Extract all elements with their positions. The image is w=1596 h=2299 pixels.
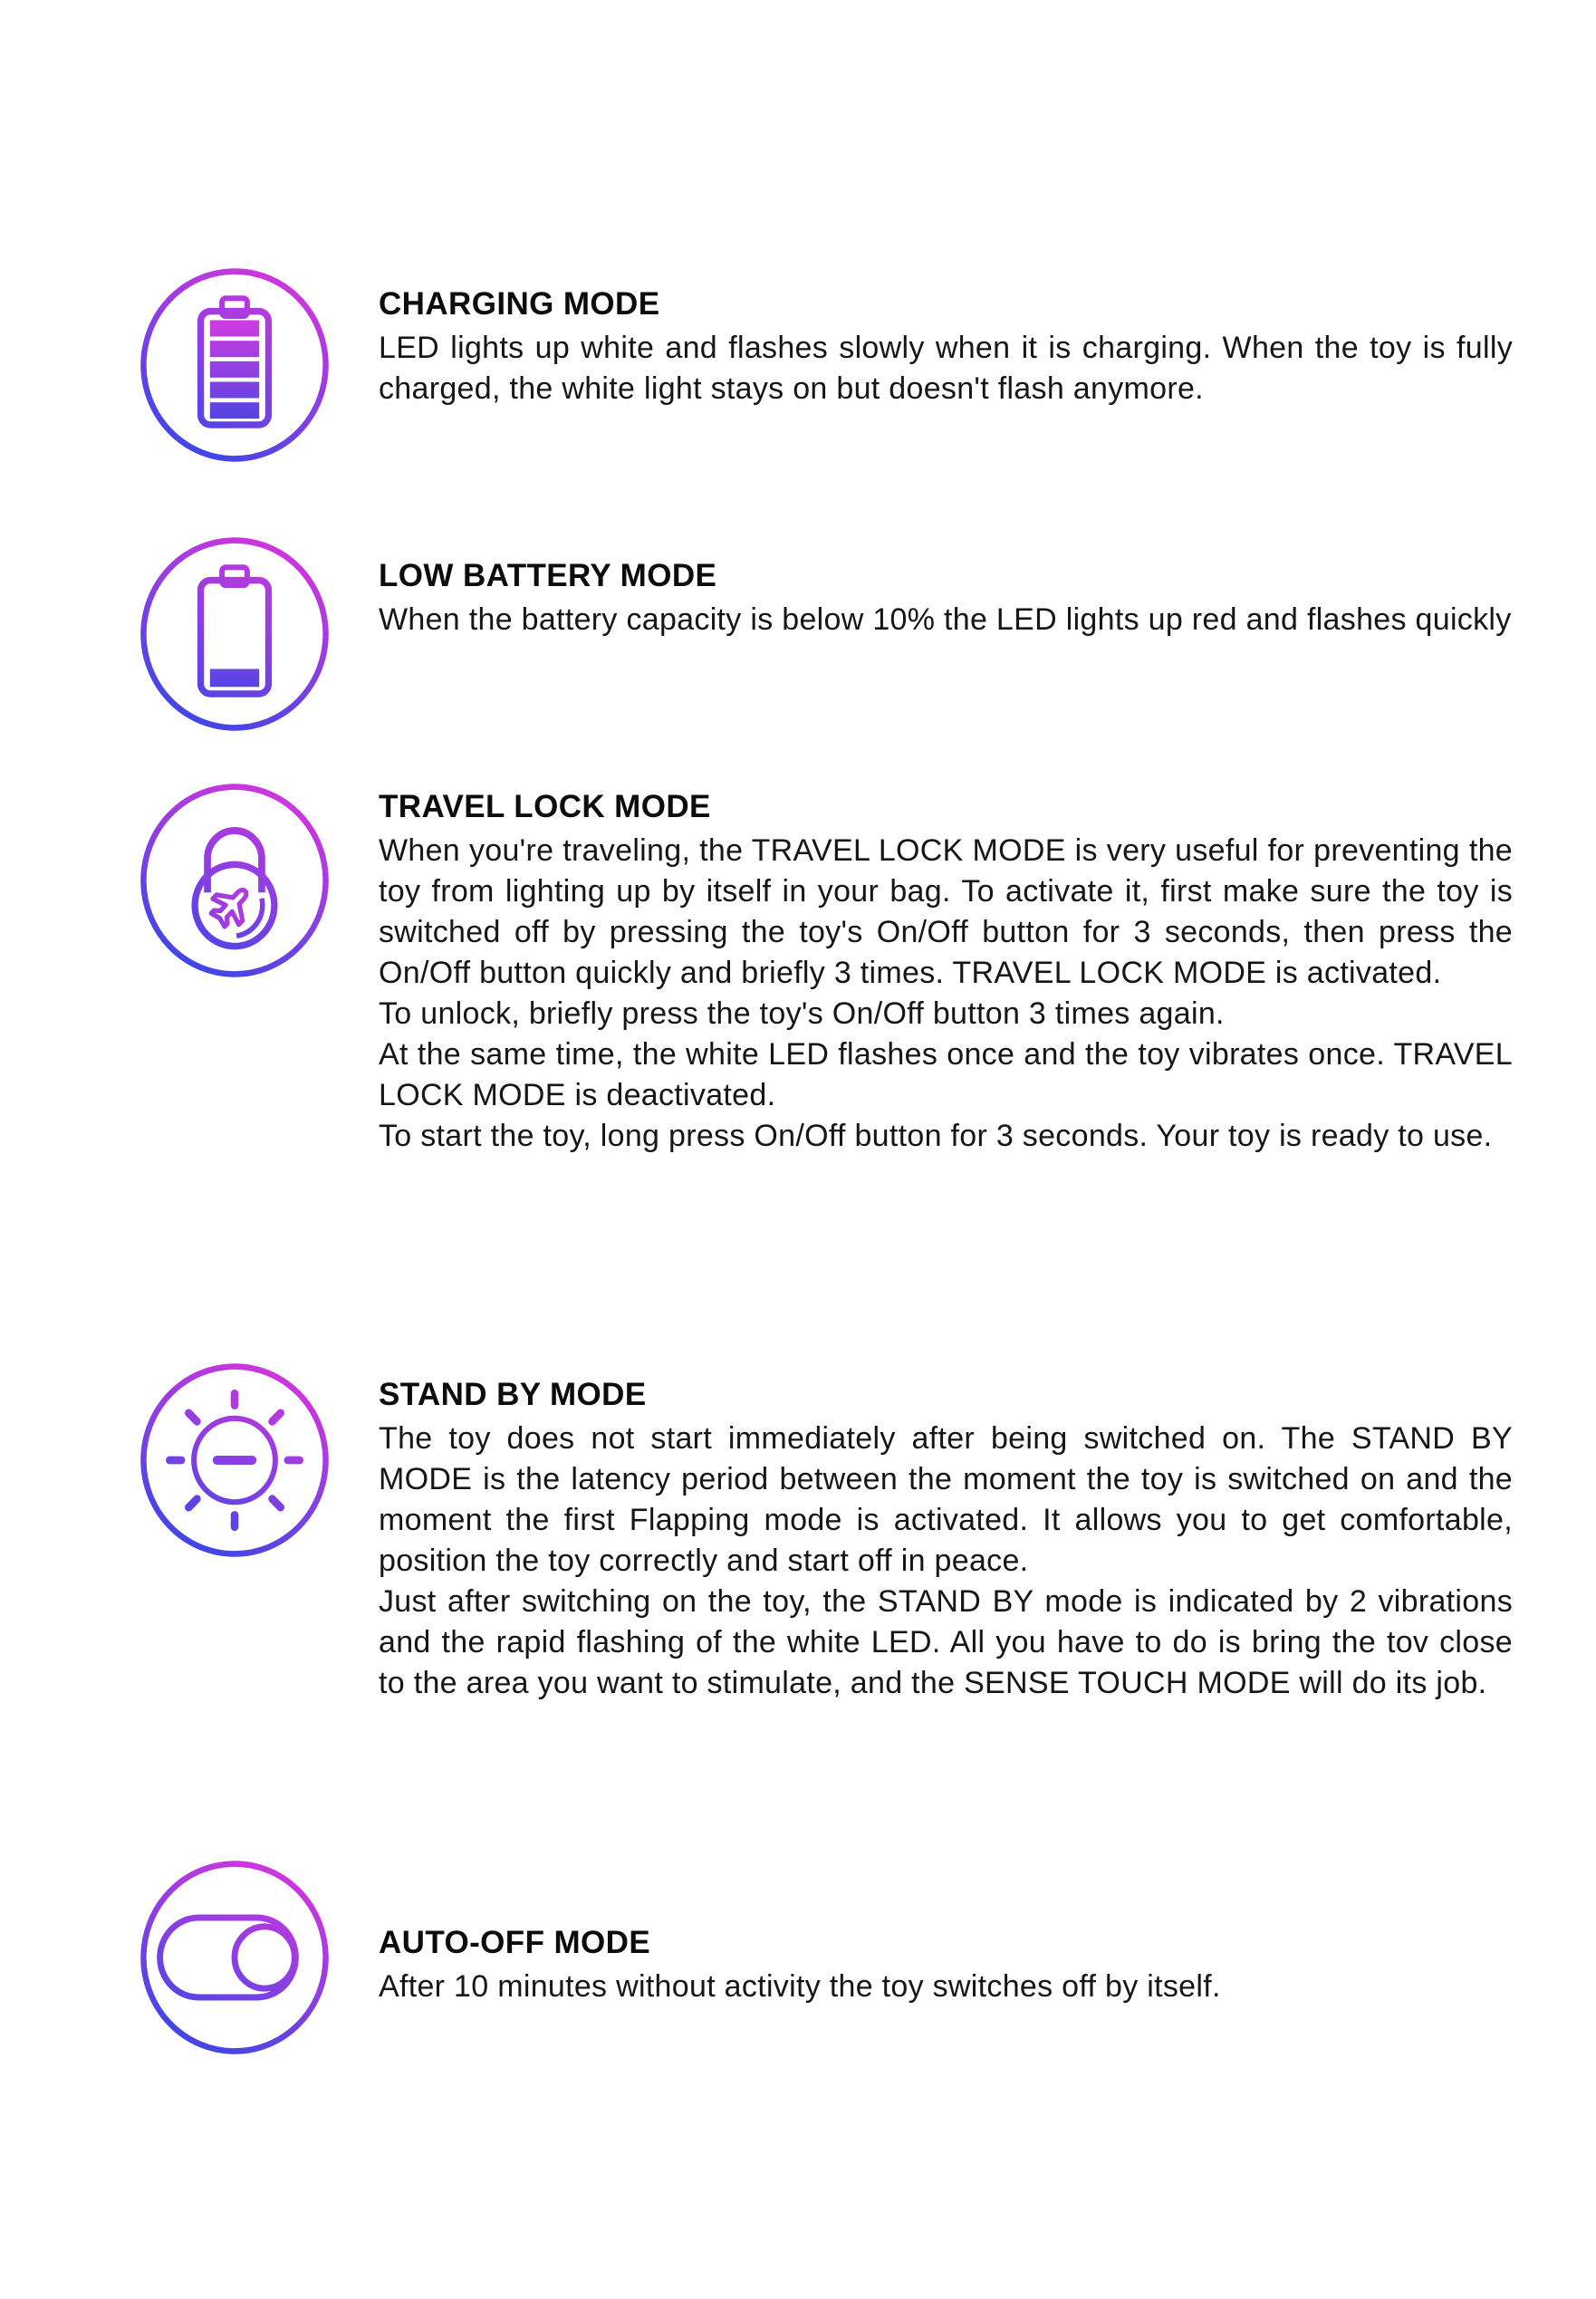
section-paragraph: At the same time, the white LED flashes once and the toy vibrates once. TRAVEL LOCK MODE is deactivated. [379,1037,1513,1112]
section-title: LOW BATTERY MODE [379,558,717,593]
section-paragraph: LED lights up white and flashes slowly when it is charging. When the toy is fully charged, the white light stays on but doesn't flash anymore. [379,331,1513,406]
section-stand-by-mode [379,1376,1513,1704]
section-title: AUTO-OFF MODE [379,1925,651,1960]
section-travel-lock-mode [379,788,1513,1157]
section-title: TRAVEL LOCK MODE [379,789,711,824]
section-paragraph: To unlock, briefly press the toy's On/Off button 3 times again. [379,996,1225,1031]
section-paragraph: When the battery capacity is below 10% the LED lights up red and flashes quickly [379,602,1512,637]
standby-icon [138,1361,332,1560]
battery-charging-icon [138,265,332,465]
section-paragraph: To start the toy, long press On/Off button for 3 seconds. Your toy is ready to use. [379,1119,1493,1153]
section-paragraph: After 10 minutes without activity the toy switches off by itself. [379,1969,1221,2004]
toggle-off-icon [138,1858,332,2057]
section-auto-off-mode [379,1924,1513,2007]
section-paragraph: When you're traveling, the TRAVEL LOCK MODE is very useful for preventing the toy from lighting up by itself in your bag. To activate it, first make sure the toy is switched off by pressing the toy's On/Off button for 3 seconds, then press the On/Off button quickly and briefly 3 times. TRAVEL LOCK MODE is activated. [379,833,1513,990]
battery-low-icon [138,534,332,734]
travel-lock-icon [138,781,332,980]
section-low-battery-mode [379,557,1513,640]
section-charging-mode [379,285,1513,409]
section-paragraph: Just after switching on the toy, the STAND BY mode is indicated by 2 vibrations and the rapid flashing of the white LED. All you have to do is bring the tov close to the area you want to stimulate, and the SENSE TOUCH MODE will do its job. [379,1584,1513,1700]
section-paragraph: The toy does not start immediately after being switched on. The STAND BY MODE is the latency period between the moment the toy is switched on and the moment the first Flapping mode is activated. It allows you to get comfortable, position the toy correctly and start off in peace. [379,1421,1513,1578]
section-title: CHARGING MODE [379,286,660,322]
section-title: STAND BY MODE [379,1377,647,1412]
